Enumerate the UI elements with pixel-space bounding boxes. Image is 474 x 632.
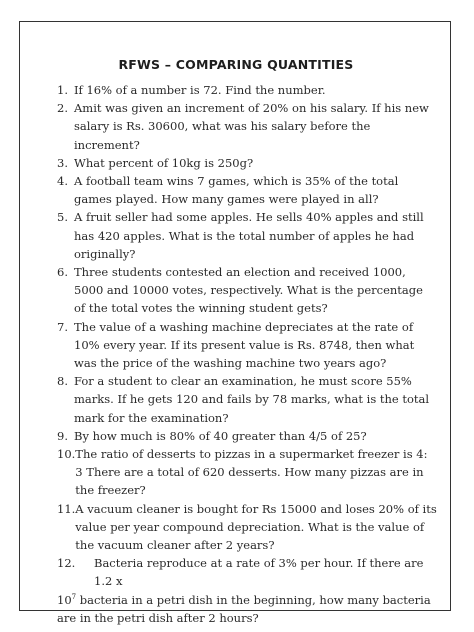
worksheet-page: [19, 21, 451, 625]
question-number: 2.: [57, 101, 68, 116]
question-number: 8.: [57, 374, 68, 389]
question-text: A fruit seller had some apples. He sells 40% apples and still has 420 apples. What is the total number of apples he had originally?: [74, 210, 424, 261]
question-list: [57, 81, 437, 627]
question-text: A vacuum cleaner is bought for Rs 15000 and loses 20% of its value per year compound depreciation. What is the value of the vacuum cleaner after 2 years?: [75, 501, 437, 553]
question-text-continued: [57, 591, 437, 627]
power-exponent: 7: [71, 592, 77, 601]
question-number: 4.: [57, 174, 68, 189]
question-5: [57, 208, 437, 263]
question-text: Three students contested an election and received 1000, 5000 and 10000 votes, respectively. What is the percentage of the total votes the winning student gets?: [74, 265, 423, 316]
question-number: 5.: [57, 210, 68, 225]
question-number: 10.: [57, 447, 76, 462]
page-title: RFWS – COMPARING QUANTITIES: [118, 57, 354, 72]
question-10: [57, 445, 437, 500]
question-text: The ratio of desserts to pizzas in a supermarket freezer is 4: 3 There are a total of 620 desserts. How many pizzas are in the freezer?: [75, 447, 428, 498]
question-number: 1.: [57, 83, 68, 97]
question-text-line2: bacteria in a petri dish in the beginning, how many bacteria are in the petri dish after 2 hours?: [57, 592, 431, 625]
question-text: A football team wins 7 games, which is 35% of the total games played. How many games were played in all?: [74, 174, 399, 207]
question-12: [57, 554, 437, 627]
question-7: [57, 318, 437, 373]
question-number: 9.: [57, 428, 68, 443]
question-6: [57, 263, 437, 318]
power-base: 10: [57, 592, 72, 607]
question-text: The value of a washing machine depreciates at the rate of 10% every year. If its present value is Rs. 8748, then what was the price of the washing machine two years ago?: [74, 319, 415, 371]
question-8: [57, 372, 437, 427]
question-3: [57, 154, 437, 172]
question-2: [57, 99, 437, 154]
question-9: [57, 427, 437, 445]
question-1: [57, 81, 437, 99]
question-number: 12.: [57, 556, 76, 571]
question-text-line1: Bacteria reproduce at a rate of 3% per hour. If there are 1.2 x: [94, 556, 424, 589]
question-number: 6.: [57, 265, 68, 280]
question-text: For a student to clear an examination, he must score 55% marks. If he gets 120 and fails by 78 marks, what is the total mark for the examination?: [74, 374, 430, 425]
question-11: [57, 500, 437, 555]
question-text: If 16% of a number is 72. Find the number.: [74, 83, 326, 97]
question-text: By how much is 80% of 40 greater than 4/5 of 25?: [74, 428, 367, 443]
question-number: 3.: [57, 155, 68, 170]
question-text: What percent of 10kg is 250g?: [74, 155, 254, 170]
question-4: [57, 172, 437, 208]
question-number: 11.: [57, 501, 76, 516]
question-text: Amit was given an increment of 20% on his salary. If his new salary is Rs. 30600, what was his salary before the increment?: [74, 101, 429, 152]
question-number: 7.: [57, 319, 68, 334]
